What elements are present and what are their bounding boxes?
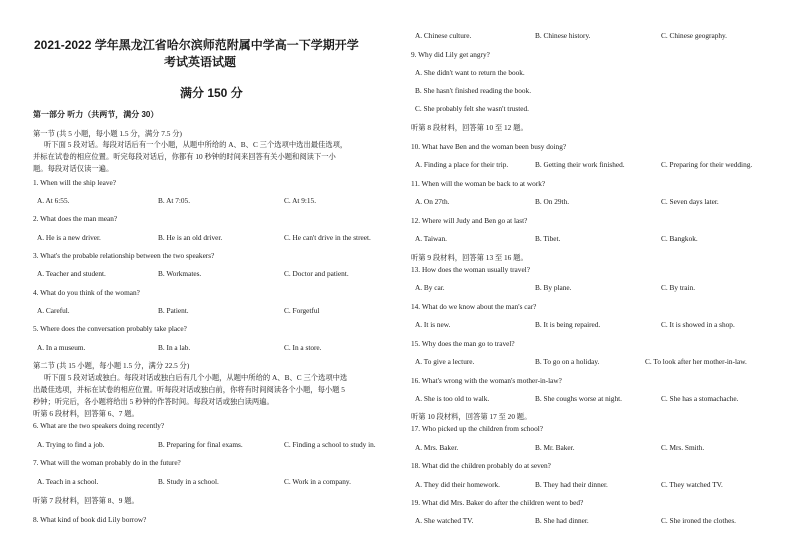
option-c: C. She has a stomachache. — [661, 394, 739, 403]
option-c: C. Forgetful — [284, 306, 320, 315]
page-title: 2021-2022 学年黑龙江省哈尔滨师范附属中学高一下学期开学 — [34, 38, 359, 52]
question-text: 15. Why does the man go to travel? — [411, 339, 515, 348]
question-text: 1. When will the ship leave? — [33, 178, 116, 187]
option-a: A. They did their homework. — [415, 480, 500, 489]
option-a: A. By car. — [415, 283, 445, 292]
option-b: B. By plane. — [535, 283, 572, 292]
option-c: C. They watched TV. — [661, 480, 723, 489]
option-b: B. Preparing for final exams. — [158, 440, 243, 449]
question-text: 3. What's the probable relationship between the two speakers? — [33, 251, 215, 260]
question-text: 6. What are the two speakers doing recently? — [33, 421, 165, 430]
option-b: B. Chinese history. — [535, 31, 591, 40]
option-a: A. Chinese culture. — [415, 31, 472, 40]
question-text: 19. What did Mrs. Baker do after the children went to bed? — [411, 498, 584, 507]
option-b: B. Study in a school. — [158, 477, 219, 486]
option-a: A. In a museum. — [37, 343, 86, 352]
question-text: 9. Why did Lily get angry? — [411, 50, 490, 59]
option-a: A. At 6:55. — [37, 196, 70, 205]
option-c: C. He can't drive in the street. — [284, 233, 371, 242]
option-b: B. On 29th. — [535, 197, 570, 206]
option-c: C. She ironed the clothes. — [661, 516, 736, 525]
listening-note: 听第 9 段材料，回答第 13 至 16 题。 — [411, 253, 528, 262]
option-a: A. Careful. — [37, 306, 70, 315]
option-a: A. She is too old to walk. — [415, 394, 490, 403]
question-text: 5. Where does the conversation probably take place? — [33, 324, 187, 333]
section1-instruction: 并标在试卷的相应位置。听完每段对话后，你都有 10 秒钟的时间来回答有关小题和阅读下一小 — [33, 152, 336, 161]
option-a: A. To give a lecture. — [415, 357, 475, 366]
option-a: A. Teacher and student. — [37, 269, 106, 278]
option-a: A. It is new. — [415, 320, 451, 329]
option-b: B. To go on a holiday. — [535, 357, 600, 366]
option-c: C. Mrs. Smith. — [661, 443, 705, 452]
option-b: B. They had their dinner. — [535, 480, 608, 489]
section1-instruction: 题。每段对话仅读一遍。 — [33, 164, 114, 173]
option-a: A. Trying to find a job. — [37, 440, 105, 449]
option-c: C. Finding a school to study in. — [284, 440, 376, 449]
question-text: 13. How does the woman usually travel? — [411, 265, 530, 274]
option-b: B. She hasn't finished reading the book. — [415, 86, 532, 95]
question-text: 11. When will the woman be back to at work? — [411, 179, 546, 188]
question-text: 18. What did the children probably do at seven? — [411, 461, 551, 470]
option-a: A. Taiwan. — [415, 234, 447, 243]
question-text: 4. What do you think of the woman? — [33, 288, 140, 297]
question-text: 7. What will the woman probably do in the future? — [33, 458, 181, 467]
option-c: C. Seven days later. — [661, 197, 719, 206]
part1-heading: 第一部分 听力（共两节，满分 30） — [33, 110, 159, 119]
question-text: 10. What have Ben and the woman been busy doing? — [411, 142, 567, 151]
option-a: A. Finding a place for their trip. — [415, 160, 509, 169]
listening-note: 听第 10 段材料，回答第 17 至 20 题。 — [411, 412, 532, 421]
question-text: 14. What do we know about the man's car? — [411, 302, 537, 311]
question-text: 8. What kind of book did Lily borrow? — [33, 515, 147, 524]
question-text: 2. What does the man mean? — [33, 214, 118, 223]
section1-heading: 第一节 (共 5 小题，每小题 1.5 分，满分 7.5 分) — [33, 129, 182, 138]
section2-instruction: 秒钟；听完后，各小题将给出 5 秒钟的作答时间。每段对话或独白读两遍。 — [33, 397, 274, 406]
option-c: C. Chinese geography. — [661, 31, 727, 40]
listening-note: 听第 6 段材料，回答第 6、7 题。 — [33, 409, 139, 418]
total-score: 满分 150 分 — [180, 86, 243, 100]
option-c: C. It is showed in a shop. — [661, 320, 735, 329]
option-c: C. By train. — [661, 283, 696, 292]
option-b: B. She coughs worse at night. — [535, 394, 622, 403]
listening-note: 听第 8 段材料，回答第 10 至 12 题。 — [411, 123, 528, 132]
option-a: A. On 27th. — [415, 197, 450, 206]
section1-instruction: 听下面 5 段对话。每段对话后有一个小题，从题中所给的 A、B、C 三个选项中选出最佳选项， — [44, 140, 348, 149]
option-b: B. It is being repaired. — [535, 320, 601, 329]
question-text: 12. Where will Judy and Ben go at last? — [411, 216, 528, 225]
option-c: C. She probably felt she wasn't trusted. — [415, 104, 529, 113]
section2-heading: 第二节 (共 15 小题，每小题 1.5 分，满分 22.5 分) — [33, 361, 190, 370]
option-b: B. Tibet. — [535, 234, 561, 243]
option-b: B. Mr. Baker. — [535, 443, 575, 452]
listening-note: 听第 7 段材料，回答第 8、9 题。 — [33, 496, 139, 505]
page-title-line2: 考试英语试题 — [164, 55, 237, 69]
option-b: B. Patient. — [158, 306, 189, 315]
option-c: C. In a store. — [284, 343, 322, 352]
option-c: C. Work in a company. — [284, 477, 351, 486]
option-b: B. Workmates. — [158, 269, 202, 278]
option-a: A. She watched TV. — [415, 516, 474, 525]
option-c: C. To look after her mother-in-law. — [645, 357, 747, 366]
option-b: B. Getting their work finished. — [535, 160, 625, 169]
option-a: A. Teach in a school. — [37, 477, 99, 486]
option-c: C. At 9:15. — [284, 196, 317, 205]
section2-instruction: 出最佳选项，并标在试卷的相应位置。听每段对话或独白前，你将有时间阅读各个小题，每小题 5 — [33, 385, 345, 394]
option-b: B. He is an old driver. — [158, 233, 223, 242]
section2-instruction: 听下面 5 段对话或独白。每段对话或独白后有几个小题，从题中所给的 A、B、C 三个选项中选 — [44, 373, 348, 382]
option-a: A. She didn't want to return the book. — [415, 68, 525, 77]
option-a: A. Mrs. Baker. — [415, 443, 459, 452]
question-text: 16. What's wrong with the woman's mother-in-law? — [411, 376, 562, 385]
option-c: C. Bangkok. — [661, 234, 698, 243]
question-text: 17. Who picked up the children from school? — [411, 424, 543, 433]
option-a: A. He is a new driver. — [37, 233, 101, 242]
option-c: C. Preparing for their wedding. — [661, 160, 753, 169]
option-c: C. Doctor and patient. — [284, 269, 349, 278]
option-b: B. In a lab. — [158, 343, 191, 352]
option-b: B. She had dinner. — [535, 516, 589, 525]
option-b: B. At 7:05. — [158, 196, 191, 205]
